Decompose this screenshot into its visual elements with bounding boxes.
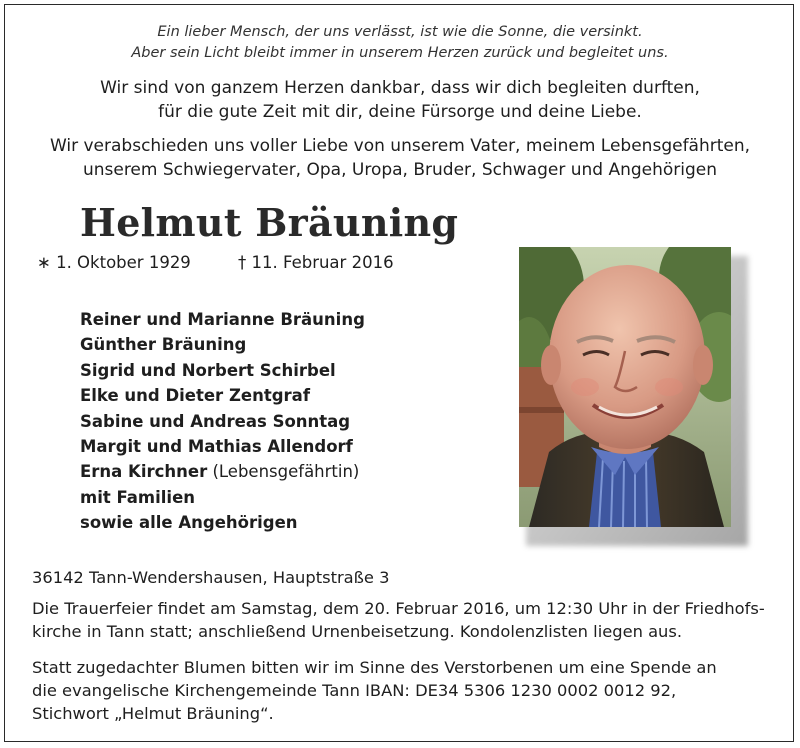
list-item bbox=[80, 459, 365, 484]
list-item bbox=[80, 510, 365, 535]
mourner-note: (Lebensgefährtin) bbox=[212, 462, 360, 482]
address: 36142 Tann-Wendershausen, Hauptstraße 3 bbox=[32, 568, 390, 587]
funeral-line-1: Die Trauerfeier findet am Samstag, dem 20. Februar 2016, um 12:30 Uhr in der Friedhofs- bbox=[32, 599, 765, 618]
mourner-name: Erna Kirchner bbox=[80, 462, 208, 482]
portrait-photo bbox=[519, 247, 731, 527]
donation-line-2: die evangelische Kirchengemeinde Tann IBAN: DE34 5306 1230 0002 0012 92, bbox=[32, 681, 677, 700]
list-item bbox=[80, 332, 365, 357]
birth-date: ∗ 1. Oktober 1929 bbox=[37, 253, 191, 272]
mourner-name: Sabine und Andreas Sonntag bbox=[80, 411, 351, 431]
donation-line-3: Stichwort „Helmut Bräuning“. bbox=[32, 704, 274, 723]
mourner-name: Reiner und Marianne Bräuning bbox=[80, 310, 365, 329]
donation-line-1: Statt zugedachter Blumen bitten wir im Sinne des Verstorbenen um eine Spende an bbox=[32, 658, 717, 677]
death-date: † 11. Februar 2016 bbox=[238, 253, 394, 272]
list-item bbox=[80, 307, 365, 332]
farewell-line-2: unserem Schwiegervater, Opa, Uropa, Bruder, Schwager und Angehörigen bbox=[82, 160, 718, 180]
thanks-line-1: Wir sind von ganzem Herzen dankbar, dass wir dich begleiten durften, bbox=[100, 78, 700, 98]
mourner-name: Elke und Dieter Zentgraf bbox=[80, 386, 310, 406]
farewell-line-1: Wir verabschieden uns voller Liebe von unserem Vater, meinem Lebensgefährten, bbox=[49, 136, 751, 156]
mourner-name: Günther Bräuning bbox=[80, 335, 247, 355]
mourner-name: sowie alle Angehörigen bbox=[80, 513, 298, 533]
list-item bbox=[80, 409, 365, 434]
funeral-line-2: kirche in Tann statt; anschließend Urnenbeisetzung. Kondolenzlisten liegen aus. bbox=[32, 622, 683, 641]
list-item bbox=[80, 434, 365, 459]
deceased-name: Helmut Bräuning bbox=[80, 200, 459, 245]
mourners-list bbox=[80, 307, 365, 536]
thanks-line-2: für die gute Zeit mit dir, deine Fürsorge und deine Liebe. bbox=[158, 102, 642, 122]
motto-line-1: Ein lieber Mensch, der uns verlässt, ist wie die Sonne, die versinkt. bbox=[157, 24, 643, 40]
motto-line-2: Aber sein Licht bleibt immer in unserem Herzen zurück und begleitet uns. bbox=[131, 45, 669, 61]
list-item bbox=[80, 358, 365, 383]
mourner-name: mit Familien bbox=[80, 487, 196, 507]
mourner-name: Margit und Mathias Allendorf bbox=[80, 437, 353, 457]
list-item bbox=[80, 383, 365, 408]
mourner-name: Sigrid und Norbert Schirbel bbox=[80, 360, 336, 380]
list-item bbox=[80, 485, 365, 510]
